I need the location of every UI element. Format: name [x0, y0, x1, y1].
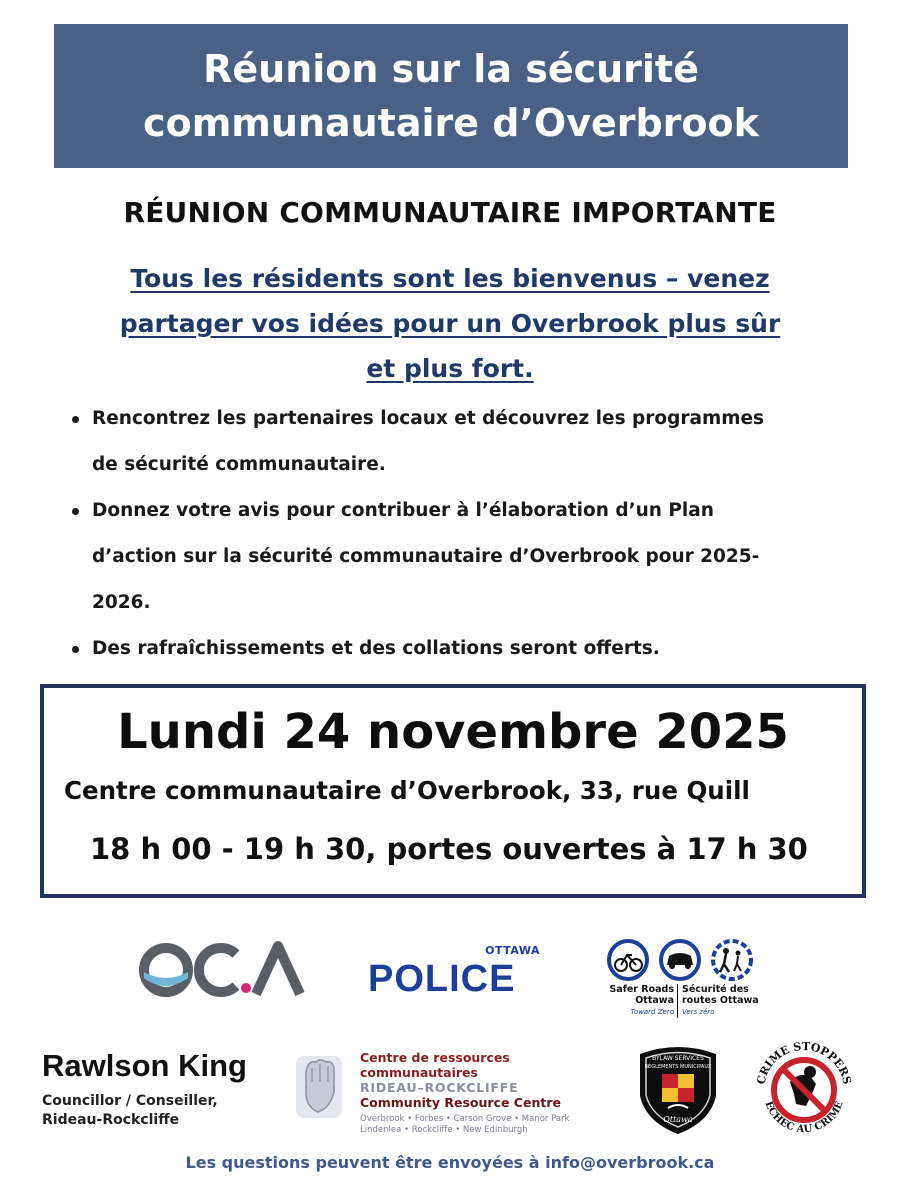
bullet-text: 2026. [92, 592, 151, 613]
bullet-text: de sécurité communautaire. [92, 454, 386, 475]
bylaw-sub-text: RÈGLEMENTS MUNICIPAUX [644, 1064, 712, 1070]
safer-roads-icons [606, 938, 756, 982]
councillor-name: Rawlson King [42, 1048, 247, 1083]
meeting-headline: RÉUNION COMMUNAUTAIRE IMPORTANTE [123, 196, 777, 229]
bullet-text: Donnez votre avis pour contribuer à l’élaboration d’un Plan [92, 500, 714, 521]
safer-roads-fr-tagline: Vers zéro [682, 1008, 715, 1016]
police-logo-main: POLICE [368, 958, 516, 1000]
crime-stoppers-bottom-text: ÉCHEC AU CRIME [762, 1099, 846, 1136]
bullet-text: Rencontrez les partenaires locaux et découvrez les programmes [92, 408, 765, 429]
bylaw-services-badge [630, 1040, 726, 1136]
ottawa-police-logo [368, 944, 546, 1004]
event-date: Lundi 24 novembre 2025 [117, 704, 789, 760]
crc-line-3: Community Resource Centre [360, 1095, 561, 1110]
subhead-line-1: Tous les résidents sont les bienvenus – venez [130, 264, 770, 293]
bylaw-top-text: BYLAW SERVICES [652, 1055, 704, 1062]
safer-roads-fr: Sécurité des routes Ottawa [682, 984, 759, 1006]
crime-stoppers-logo [750, 1036, 858, 1144]
bullet-item [68, 396, 848, 488]
safer-roads-en: Safer Roads Ottawa [609, 984, 674, 1006]
bullet-text: Des rafraîchissements et des collations seront offerts. [92, 638, 660, 659]
rideau-rockcliffe-crc-logo [290, 1050, 610, 1135]
event-location: Centre communautaire d’Overbrook, 33, rue Quill [64, 776, 750, 805]
councillor-role: Councillor / Conseiller, Rideau-Rockcliffe [42, 1093, 218, 1128]
oca-logo [138, 938, 308, 1002]
contact-footer: Les questions peuvent être envoyées à info@overbrook.ca [185, 1153, 715, 1172]
crc-line-1: Centre de ressources communautaires [360, 1050, 510, 1080]
title-banner [54, 24, 848, 168]
subhead-line-2: partager vos idées pour un Overbrook plus sûr [119, 309, 781, 338]
subhead-line-3: et plus fort. [366, 354, 534, 383]
bylaw-ottawa-text: Ottawa [663, 1115, 693, 1124]
police-logo-top: OTTAWA [485, 944, 540, 957]
bullet-item [68, 626, 848, 672]
welcome-subhead [60, 256, 840, 391]
event-details-box [40, 684, 866, 898]
crime-stoppers-top-text: CRIME STOPPERS [754, 1039, 854, 1086]
councillor-signature-block [42, 1048, 282, 1132]
bullet-text: d’action sur la sécurité communautaire d’Overbrook pour 2025- [92, 546, 760, 567]
safer-roads-en-tagline: Toward Zero [630, 1008, 674, 1016]
crc-neighbourhoods-2: Lindenlea • Rockcliffe • New Edinburgh [360, 1125, 528, 1135]
safer-roads-logo [604, 938, 764, 1022]
bullet-item [68, 488, 848, 626]
crc-neighbourhoods-1: Overbrook • Forbes • Carson Grove • Manor Park [360, 1114, 570, 1124]
agenda-bullet-list [68, 396, 848, 672]
event-time: 18 h 00 - 19 h 30, portes ouvertes à 17 h 30 [90, 832, 808, 866]
crc-line-2: RIDEAU–ROCKCLIFFE [360, 1080, 519, 1095]
raised-fist-icon [290, 1052, 348, 1122]
title-line-2: communautaire d’Overbrook [143, 101, 759, 145]
title-line-1: Réunion sur la sécurité [203, 47, 699, 91]
safer-roads-divider [677, 984, 678, 1018]
